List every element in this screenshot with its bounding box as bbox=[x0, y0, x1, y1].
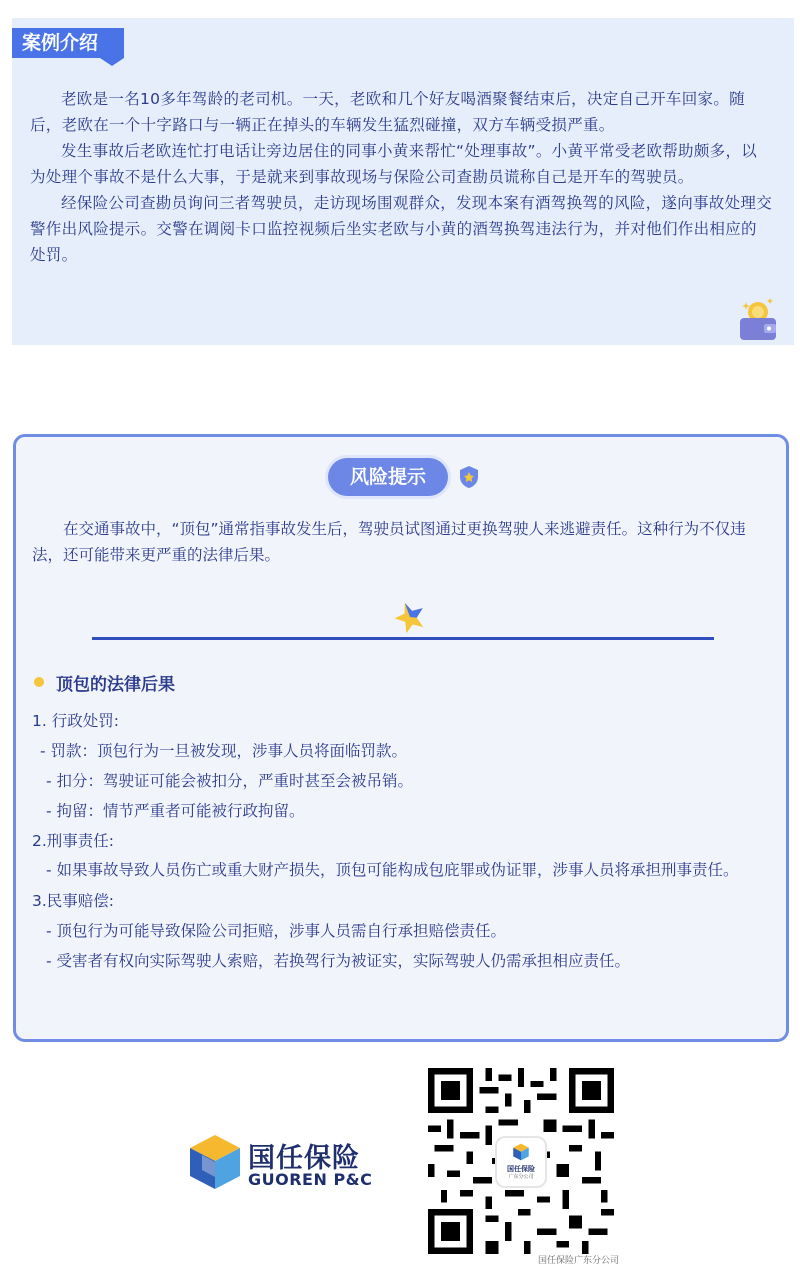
consequences-title: 顶包的法律后果 bbox=[56, 675, 175, 695]
guoren-logo-icon bbox=[188, 1133, 242, 1191]
divider bbox=[92, 637, 714, 640]
bullet-dot bbox=[34, 677, 44, 687]
qr-center-subtext: 广东分公司 bbox=[508, 1174, 534, 1180]
risk-intro-text: 在交通事故中，“顶包”通常指事故发生后，驾驶员试图通过更换驾驶人来逃避责任。这种行为不仅违法，还可能带来更严重的法律后果。 bbox=[32, 520, 746, 564]
case-tag: 案例介绍 bbox=[12, 28, 124, 58]
list-item: - 罚款：顶包行为一旦被发现，涉事人员将面临罚款。 bbox=[40, 742, 408, 760]
risk-intro bbox=[32, 516, 774, 568]
shield-star-icon bbox=[458, 465, 480, 489]
list-item: - 扣分：驾驶证可能会被扣分，严重时甚至会被吊销。 bbox=[46, 772, 414, 790]
qr-caption: 国任保险广东分公司 bbox=[538, 1256, 620, 1266]
case-text bbox=[30, 86, 772, 268]
logo-text-cn: 国任保险 bbox=[248, 1143, 360, 1174]
list-item: - 顶包行为可能导致保险公司拒赔，涉事人员需自行承担赔偿责任。 bbox=[46, 922, 507, 940]
risk-title-pill: 风险提示 bbox=[328, 458, 448, 496]
list-item: - 受害者有权向实际驾驶人索赔，若换驾行为被证实，实际驾驶人仍需承担相应责任。 bbox=[46, 952, 631, 970]
list-item: - 如果事故导致人员伤亡或重大财产损失，顶包可能构成包庇罪或伪证罪，涉事人员将承担刑事责任。 bbox=[46, 861, 739, 879]
guoren-logo-icon bbox=[512, 1143, 530, 1161]
list-item: 1. 行政处罚: bbox=[32, 712, 119, 730]
consequences-list bbox=[32, 706, 780, 976]
list-item: - 拘留：情节严重者可能被行政拘留。 bbox=[46, 802, 305, 820]
list-item: 3.民事赔偿: bbox=[32, 892, 115, 910]
qr-center-text: 国任保险 bbox=[507, 1165, 535, 1173]
qr-center-logo bbox=[497, 1138, 545, 1186]
case-paragraph-2: 发生事故后老欧连忙打电话让旁边居住的同事小黄来帮忙“处理事故”。小黄平常受老欧帮助颇多，以为处理个事故不是什么大事，于是就来到事故现场与保险公司查勘员谎称自己是开车的驾驶员。 bbox=[30, 142, 758, 186]
logo-text-en: GUOREN P&C bbox=[248, 1170, 373, 1189]
case-paragraph-3: 经保险公司查勘员询问三者驾驶员，走访现场围观群众，发现本案有酒驾换驾的风险，遂向事故处理交警作出风险提示。交警在调阅卡口监控视频后坐实老欧与小黄的酒驾换驾违法行为，并对他们作出相应的处罚。 bbox=[30, 194, 773, 264]
case-tag-tail bbox=[100, 58, 124, 66]
case-paragraph-1: 老欧是一名10多年驾龄的老司机。一天，老欧和几个好友喝酒聚餐结束后，决定自己开车回家。随后，老欧在一个十字路口与一辆正在掉头的车辆发生猛烈碰撞，双方车辆受损严重。 bbox=[30, 90, 745, 134]
list-item: 2.刑事责任: bbox=[32, 832, 115, 850]
star-icon bbox=[393, 600, 427, 634]
wallet-coin-icon bbox=[738, 296, 778, 342]
